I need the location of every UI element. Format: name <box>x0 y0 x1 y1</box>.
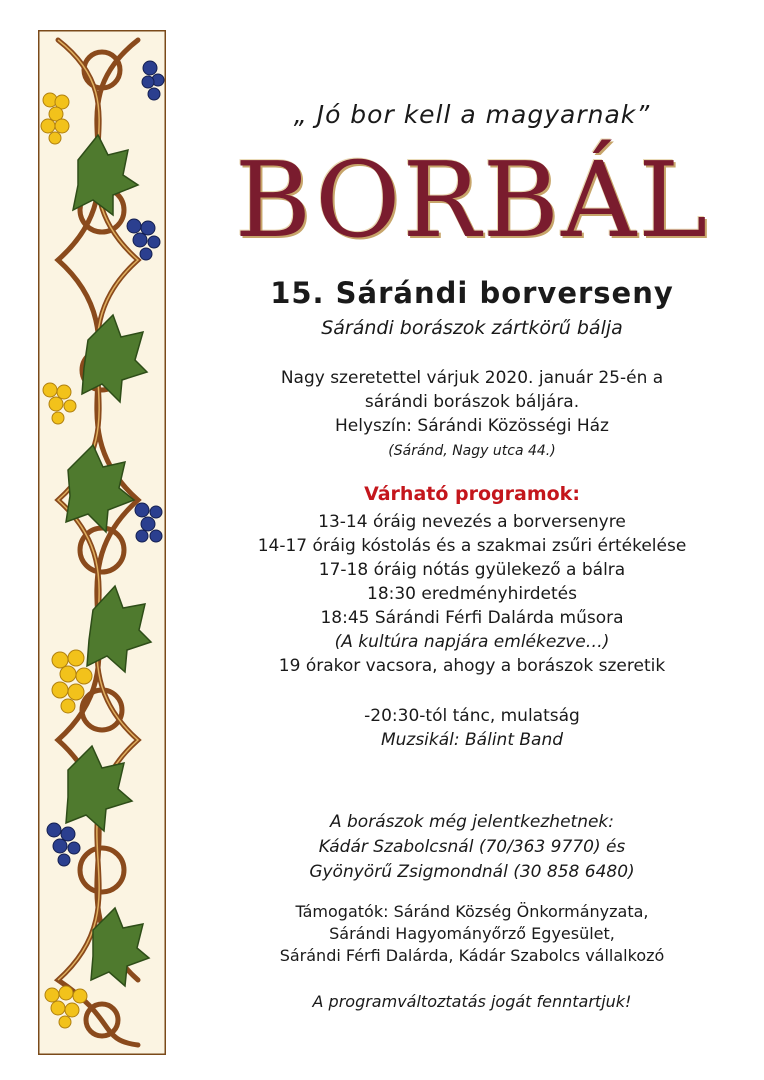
invite-line-1: Nagy szeretettel várjuk 2020. január 25-én a <box>280 368 664 388</box>
event-tagline: Sárándi borászok zártkörű bálja <box>321 317 623 339</box>
sponsors-line-1: Támogatók: Sáránd Község Önkormányzata, <box>295 902 649 921</box>
program-item: 19 órakor vacsora, ahogy a borászok szeretik <box>278 656 666 676</box>
vine-ornament-border <box>38 30 166 1055</box>
program-item: 17-18 óráig nótás gyülekező a bálra <box>318 560 626 580</box>
program-heading: Várható programok: <box>364 483 580 505</box>
venue: Helyszín: Sárándi Közösségi Ház <box>335 416 609 436</box>
program-item: (A kultúra napjára emlékezve…) <box>334 632 610 652</box>
contact-line-1: A borászok még jelentkezhetnek: <box>329 812 614 832</box>
program-item: 18:30 eredményhirdetés <box>367 584 577 604</box>
event-subtitle: 15. Sárándi borverseny <box>270 276 674 310</box>
program-item: 13-14 óráig nevezés a borversenyre <box>318 512 626 532</box>
page-title: BORBÁL <box>234 139 710 261</box>
invite-line-2: sárándi borászok báljára. <box>364 392 580 412</box>
motto: „ Jó bor kell a magyarnak” <box>293 100 651 129</box>
program-item: 14-17 óráig kóstolás és a szakmai zsűri értékelése <box>257 536 687 556</box>
disclaimer: A programváltoztatás jogát fenntartjuk! <box>312 992 632 1011</box>
sponsors-line-2: Sárándi Hagyományőrző Egyesület, <box>329 924 615 943</box>
venue-address: (Sáránd, Nagy utca 44.) <box>388 443 556 459</box>
contact-line-3: Gyönyörű Zsigmondnál (30 858 6480) <box>309 862 635 882</box>
music-line: Muzsikál: Bálint Band <box>380 730 564 750</box>
program-item: 18:45 Sárándi Férfi Dalárda műsora <box>320 608 624 628</box>
contact-line-2: Kádár Szabolcsnál (70/363 9770) és <box>318 837 626 857</box>
sponsors-line-3: Sárándi Férfi Dalárda, Kádár Szabolcs vállalkozó <box>279 946 665 965</box>
dance-line: -20:30-tól tánc, mulatság <box>364 706 580 726</box>
